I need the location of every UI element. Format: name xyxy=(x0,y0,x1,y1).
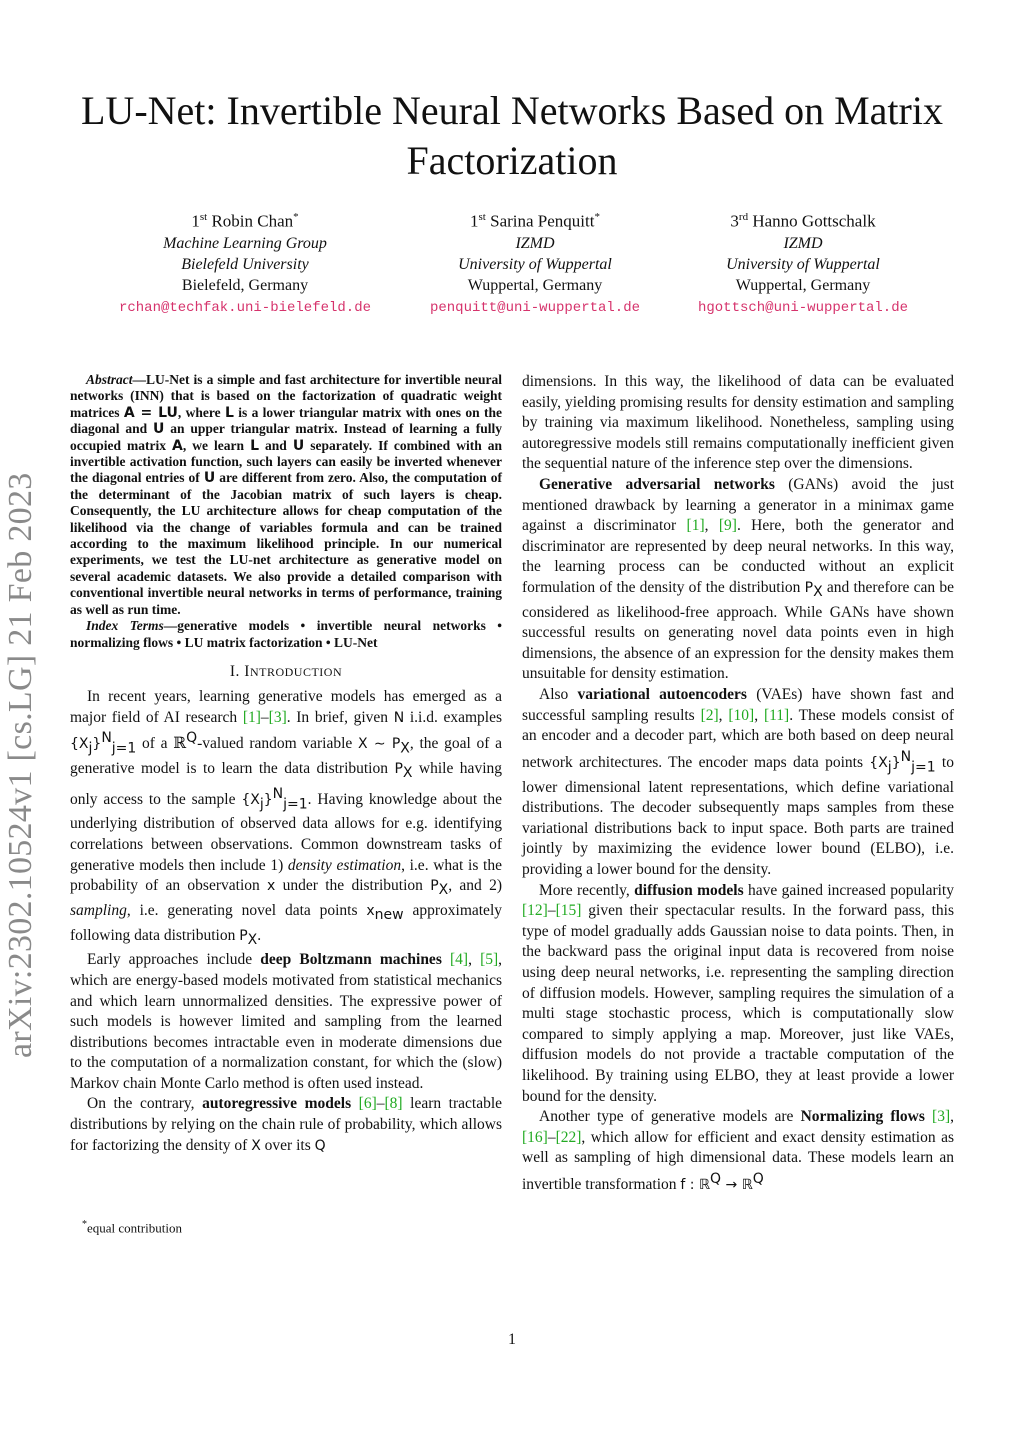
text: , i.e. what is the probability of an observation xyxy=(70,856,502,895)
author-name: Hanno Gottschalk xyxy=(752,211,876,231)
text: and therefore can be considered as likelihood-free approach. While GANs have shown successful results on generating novel data points even in high dimensions, the absence of an expression for the density makes them unsuitable for density estimation. xyxy=(522,578,954,683)
text: given their spectacular results. In the forward pass, this type of model gradually adds Gaussian noise to data points. Then, in the backward pass the original input data is recovered from noise using deep neural networks, i.e. representing the sampling direction of diffusion models. However, sampling requires the simulation of a multi stage stochastic process, which is computationally slow compared to simply applying a map. Moreover, just like VAEs, diffusion models do not provide a tractable computation of the likelihood. By training using ELBO, they at least provide a lower bound for the density. xyxy=(522,902,954,1105)
math-sub: j xyxy=(259,795,264,812)
text: – xyxy=(547,1128,556,1146)
text xyxy=(351,1095,359,1112)
text: , i.e. generating novel data points xyxy=(126,901,367,919)
paragraph-intro-3-cont: dimensions. In this way, the likelihood of data can be evaluated easily, yielding promising results for density estimation and sampling by training via maximum likelihood. Nonetheless, sampling using autoregressive models still remains computationally inefficient given the sequential nature of the inference step over the dimensions. xyxy=(522,373,954,473)
math-symbol: P xyxy=(239,927,248,944)
author-mark: * xyxy=(293,211,299,223)
math-symbol: L xyxy=(250,437,260,454)
abstract-text: LU-Net is a simple and fast architecture for invertible neural networks (INN) that is based on the factorization of quadratic weight matrices xyxy=(70,372,502,420)
text: -valued random variable xyxy=(197,735,358,753)
author-mark: * xyxy=(594,211,600,223)
abstract-text: , we learn xyxy=(182,437,251,453)
math-symbol: P xyxy=(804,579,814,596)
text: approximately following data distribution xyxy=(70,901,502,944)
math-symbol: } xyxy=(891,754,901,771)
paragraph-vaes xyxy=(522,685,954,881)
text xyxy=(442,951,450,968)
text: , and 2) xyxy=(448,877,503,895)
citation[interactable]: [3] xyxy=(268,708,287,726)
math-symbol: → ℝ xyxy=(721,1177,753,1194)
text: while having only access to the sample xyxy=(70,759,502,808)
citation[interactable]: [4] xyxy=(449,951,469,969)
math-symbol: N xyxy=(393,709,405,726)
paper-title: LU-Net: Invertible Neural Networks Based on Matrix Factorization xyxy=(81,88,943,183)
citation[interactable]: [16] xyxy=(522,1128,548,1146)
bold-term: Generative adversarial networks xyxy=(539,475,775,493)
bold-term: autoregressive models xyxy=(202,1095,352,1113)
citation[interactable]: [3] xyxy=(932,1108,951,1126)
citation[interactable]: [22] xyxy=(555,1128,582,1146)
text: . Here, both the generator and discriminator are represented by deep neural networks. In this way, the learning process can be conducted without an explicit formulation of the density of the distribution xyxy=(522,517,955,596)
citation[interactable]: [1] xyxy=(242,708,261,726)
math-symbol: U xyxy=(153,421,165,438)
math-sub: j=1 xyxy=(911,759,936,776)
math-symbol: P xyxy=(430,878,439,895)
abstract-text: and xyxy=(259,437,293,453)
text: to lower dimensional latent representations, which define variational distributions. The decoder subsequently maps samples from these variational distributions back to input space. Both parts are trained jointly by maximizing the evidence lower bound (ELBO), i.e. providing a lower bound for the density. xyxy=(522,753,954,878)
section-rest: NTRODUCTION xyxy=(249,664,343,679)
text: . xyxy=(257,926,262,944)
citation[interactable]: [2] xyxy=(700,706,719,724)
abstract-text: separately. If combined with an invertible activation function, such layers can easily be inverted whenever the diagonal entries of xyxy=(70,437,502,486)
text: , xyxy=(718,706,729,724)
math-symbol: U xyxy=(292,437,305,454)
citation[interactable]: [6] xyxy=(358,1095,377,1113)
math-symbol: L xyxy=(224,404,234,421)
math-sup: Q xyxy=(186,730,198,747)
index-terms xyxy=(70,618,502,651)
bold-term: variational autoencoders xyxy=(577,686,747,703)
left-column xyxy=(70,372,502,1156)
author-location: Wuppertal, Germany xyxy=(467,276,603,294)
math-symbol: {X xyxy=(869,754,888,771)
abstract xyxy=(70,372,502,651)
math-symbol: P xyxy=(394,760,403,777)
paragraph-diffusion xyxy=(522,881,954,1108)
bold-term: Normalizing flows xyxy=(800,1108,925,1126)
math-sub: X xyxy=(813,584,823,601)
citation[interactable]: [1] xyxy=(686,517,705,535)
section-numeral: I. xyxy=(229,662,240,680)
text: of a xyxy=(136,735,174,753)
paragraph-intro-3 xyxy=(70,1094,502,1156)
citation[interactable]: [5] xyxy=(480,951,499,969)
author-order: 3 xyxy=(730,211,739,231)
author-2 xyxy=(390,206,680,319)
text: , xyxy=(950,1108,954,1126)
math-sub: new xyxy=(374,907,404,924)
math-sub: j=1 xyxy=(283,795,308,812)
paragraph-normalizing-flows xyxy=(522,1107,954,1196)
author-name: Sarina Penquitt xyxy=(490,211,595,231)
author-1 xyxy=(100,206,390,319)
author-email[interactable]: hgottsch@uni-wuppertal.de xyxy=(697,299,909,316)
math-sub: j=1 xyxy=(111,740,137,757)
text: More recently, xyxy=(539,881,635,899)
abstract-text: , where xyxy=(177,404,225,420)
text: , the goal of a generative model is to learn the data distribution xyxy=(70,735,502,777)
text: i.i.d. examples xyxy=(404,708,503,726)
text: , which allow for efficient and exact density estimation as well as sampling of high dimensional data. These models learn an invertible transformation xyxy=(522,1128,954,1194)
footnote xyxy=(82,1217,182,1236)
author-affiliation: Machine Learning Group xyxy=(163,234,327,252)
page-number: 1 xyxy=(508,1331,516,1348)
section-heading-introduction xyxy=(70,663,502,681)
arxiv-identifier[interactable]: arXiv:2302.10524v1 [cs.LG] 21 Feb 2023 xyxy=(2,472,39,1058)
citation[interactable]: [12] xyxy=(522,902,548,920)
citation[interactable]: [15] xyxy=(555,902,582,920)
footnote-text: equal contribution xyxy=(87,1220,182,1236)
emphasis: sampling xyxy=(70,901,127,919)
text: On the contrary, xyxy=(87,1095,203,1113)
math-symbol: X xyxy=(251,1137,261,1154)
text: – xyxy=(376,1095,385,1113)
math-symbol: } xyxy=(263,791,273,808)
math-eq: A = LU xyxy=(123,404,178,421)
math-symbol: Q xyxy=(314,1137,326,1154)
paragraph-gans xyxy=(522,475,954,685)
index-terms-text: generative models • invertible neural networks • normalizing flows • LU matrix factorization • LU-Net xyxy=(70,618,502,650)
text: – xyxy=(547,902,556,920)
author-institution: University of Wuppertal xyxy=(458,255,612,273)
abstract-text: are different from zero. Also, the computation of the determinant of the Jacobian matrix of such layers is cheap. Consequently, the LU architecture allows for cheap computation of the likelihood via the change of variables formula and can be trained according to the maximum likelihood principle. In our numerical experiments, we test the LU-net architecture as generative model on several academic datasets. We also provide a detailed comparison with conventional invertible neural networks in terms of performance, training as well as run time. xyxy=(70,470,503,617)
math-symbol: U xyxy=(203,470,216,487)
math-sup: Q xyxy=(752,1170,764,1187)
text: . These models consist of an encoder and a decoder part, which are both based on deep neural network architectures. The encoder maps data points xyxy=(522,706,954,771)
math-sub: j xyxy=(88,740,93,757)
math-sub: j xyxy=(887,759,892,776)
author-order: 1 xyxy=(191,211,200,231)
citation[interactable]: [10] xyxy=(728,706,755,724)
text: – xyxy=(260,708,269,726)
author-institution: Bielefeld University xyxy=(181,255,309,273)
text: learn tractable distributions by relying on the chain rule of probability, which allows for factorizing the density of xyxy=(70,1095,503,1154)
author-3 xyxy=(658,206,948,319)
author-order: 1 xyxy=(470,211,479,231)
text: , xyxy=(754,706,764,724)
citation[interactable]: [9] xyxy=(718,517,737,535)
math-symbol: A xyxy=(172,437,183,454)
math-sup: N xyxy=(900,748,912,765)
math-symbol: f : ℝ xyxy=(680,1177,711,1194)
text: Also xyxy=(539,686,578,703)
author-order-suffix: st xyxy=(478,211,486,223)
text: Another type of generative models are xyxy=(539,1108,801,1126)
math-sub: X xyxy=(438,882,449,899)
author-affiliation: IZMD xyxy=(783,234,823,252)
math-sup: Q xyxy=(710,1170,722,1187)
author-location: Wuppertal, Germany xyxy=(735,276,871,294)
author-order-suffix: rd xyxy=(738,211,749,223)
text: over its xyxy=(260,1136,315,1154)
bold-term: diffusion models xyxy=(634,881,744,899)
paragraph-intro-2 xyxy=(70,950,502,1094)
text: . Having knowledge about the underlying distribution of observed data allows for e.g. identifying correlations between observations. Common downstream tasks of generative models then include 1) xyxy=(70,790,502,874)
text: have gained increased popularity xyxy=(743,881,954,899)
footnote-mark: * xyxy=(82,1219,87,1230)
author-institution: University of Wuppertal xyxy=(726,255,880,273)
section-first-letter: I xyxy=(244,662,250,680)
math-sub: X xyxy=(400,740,410,757)
text: under the distribution xyxy=(275,877,431,895)
abstract-text: is a lower triangular matrix with ones on the diagonal and xyxy=(70,404,502,437)
math-sub: X xyxy=(402,765,413,782)
paragraph-intro-1 xyxy=(70,687,502,950)
author-email[interactable]: rchan@techfak.uni-bielefeld.de xyxy=(118,299,372,316)
math-sup: N xyxy=(101,730,112,747)
author-affiliation: IZMD xyxy=(515,234,555,252)
index-terms-label: Index Terms xyxy=(86,618,164,634)
text: , which are energy-based models motivated from statistical mechanics and which learn unnormalized densities. The expressive power of such models is however limited and sampling from the learned distributions becomes intractable even in moderate dimensions due to the computation of a normalization constant, for which the (slow) Markov chain Monte Carlo method is often used instead. xyxy=(70,951,503,1092)
math-sup: N xyxy=(272,785,284,802)
abstract-text: an upper triangular matrix. Instead of learning a fully occupied matrix xyxy=(70,421,502,453)
right-column xyxy=(522,372,954,1196)
math-symbol: x xyxy=(366,902,375,919)
index-terms-dash: — xyxy=(163,618,178,634)
text: Early approaches include xyxy=(87,951,261,969)
math-symbol: x xyxy=(267,878,276,895)
math-symbol: {X xyxy=(241,791,260,808)
math-symbol: {X xyxy=(70,736,89,753)
math-symbol: } xyxy=(92,736,102,753)
text: (GANs) avoid the just mentioned drawback by learning a generator in a minimax game against a discriminator xyxy=(522,475,954,535)
text: . In brief, given xyxy=(286,708,394,726)
emphasis: density estimation xyxy=(287,856,402,874)
citation[interactable]: [11] xyxy=(763,706,790,724)
text: , xyxy=(468,951,481,969)
author-name: Robin Chan xyxy=(211,211,294,231)
text: , xyxy=(704,517,719,535)
text xyxy=(925,1108,932,1125)
author-location: Bielefeld, Germany xyxy=(181,276,309,294)
author-email[interactable]: penquitt@uni-wuppertal.de xyxy=(429,299,641,316)
math-symbol: ℝ xyxy=(173,735,187,753)
bold-term: deep Boltzmann machines xyxy=(260,951,442,969)
text: (VAEs) have shown fast and successful sampling results xyxy=(522,686,954,724)
citation[interactable]: [8] xyxy=(384,1095,403,1113)
author-order-suffix: st xyxy=(199,211,208,223)
abstract-label: Abstract xyxy=(86,372,133,387)
text: In recent years, learning generative models has emerged as a major field of AI research xyxy=(70,687,502,726)
abstract-dash: — xyxy=(132,372,147,387)
math-symbol: X ∼ P xyxy=(357,736,401,753)
math-sub: X xyxy=(247,931,258,948)
